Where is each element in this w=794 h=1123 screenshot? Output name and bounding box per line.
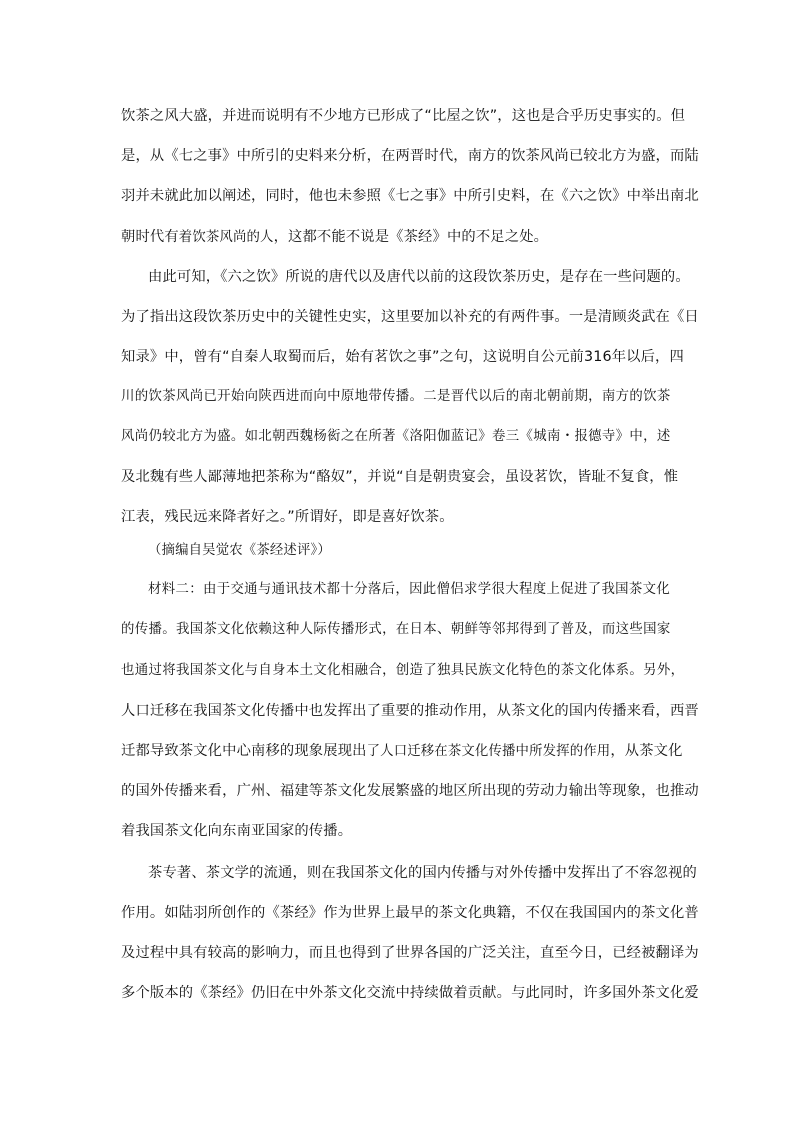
text-segment: 朝时代有 [121, 229, 179, 245]
paragraph-line [121, 741, 683, 762]
text-segment: 迁都导致茶文化中心南移的现象展现出 [121, 743, 367, 759]
source-citation: （摘编自吴觉农《茶经述评》） [148, 543, 331, 558]
paragraph-line: 及北魏有些人鄙薄地把茶称为“酪奴”，并说“自是朝贵宴会，虽设茗饮，皆耻不复食，惟 [121, 469, 679, 485]
paragraph-line: 及过程中具有较高的影响力，而且也得到了世界各国的广泛关注，直至今日，已经被翻译为 [121, 945, 699, 961]
text-segment: ，从茶文化 [610, 743, 683, 759]
paragraph-line: 的传播。我国茶文化依赖这种人际传播形式，在日本、朝鲜等邻邦得到了普及，而这些国家 [121, 622, 671, 637]
paragraph-line: 着我国茶文化向东南亚国家的传播。 [121, 823, 353, 839]
paragraph-line: 江表，残民远来降者好之。”所谓好，即是喜好饮茶。 [121, 509, 454, 525]
paragraph-line: 饮茶之风大盛，并进而说明有不少地方已形成了“比屋之饮”，这也是合乎历史事实的。但 [121, 108, 686, 124]
text-segment: 了人口迁移在茶文化传播中所发挥的作用 [366, 744, 611, 759]
paragraph-line: 也通过将我国茶文化与自身本土文化相融合，创造了独具民族文化特色的茶文化体系。另外， [121, 663, 685, 678]
material-two-heading-line: 材料二：由于交通与通讯技术都十分落后，因此僧侣求学很大程度上促进了我国茶文化 [148, 582, 671, 597]
paragraph-line [121, 227, 677, 248]
paragraph-line: 人口迁移在我国茶文化传播中也发挥出了重要的推动作用，从茶文化的国内传播来看，西晋 [121, 703, 699, 719]
paragraph-line: 作用。如陆羽所创作的《茶经》作为世界上最早的茶文化典籍，不仅在我国国内的茶文化普 [121, 905, 699, 921]
paragraph-line: 羽并未就此加以阐述，同时，他也未参照《七之事》中所引史料，在《六之饮》中举出南北 [121, 188, 699, 204]
paragraph-line: 川的饮茶风尚已开始向陕西进而向中原地带传播。二是晋代以后的南北朝前期，南方的饮茶 [121, 389, 671, 404]
paragraph-line: 知录》中，曾有“自秦人取蜀而后，始有茗饮之事”之句，这说明自公元前316年以后，四 [121, 349, 684, 365]
paragraph-line: 是，从《七之事》中所引的史料来分析，在两晋时代，南方的饮茶风尚已较北方为盛，而陆 [121, 148, 699, 164]
text-segment: 着饮茶风尚的人 [178, 230, 274, 245]
paragraph-line: 由此可知，《六之饮》所说的唐代以及唐代以前的这段饮茶历史，是存在一些问题的。 [148, 269, 690, 285]
paragraph-line: 为了指出这段饮茶历史中的关键性史实，这里要加以补充的有两件事。一是清顾炎武在《日 [121, 309, 699, 325]
text-segment: ，这都不能不说是《茶经》中的不足之处。 [273, 229, 549, 245]
paragraph-line: 风尚仍较北方为盛。如北朝西魏杨衒之在所著《洛阳伽蓝记》卷三《城南・报德寺》中，述 [121, 429, 671, 444]
paragraph-line: 茶专著、茶文学的流通，则在我国茶文化的国内传播与对外传播中发挥出了不容忽视的 [148, 865, 697, 881]
paragraph-line: 的国外传播来看，广州、福建等茶文化发展繁盛的地区所出现的劳动力输出等现象，也推动 [121, 783, 699, 799]
paragraph-line: 多个版本的《茶经》仍旧在中外茶文化交流中持续做着贡献。与此同时，许多国外茶文化爱 [121, 985, 699, 1001]
